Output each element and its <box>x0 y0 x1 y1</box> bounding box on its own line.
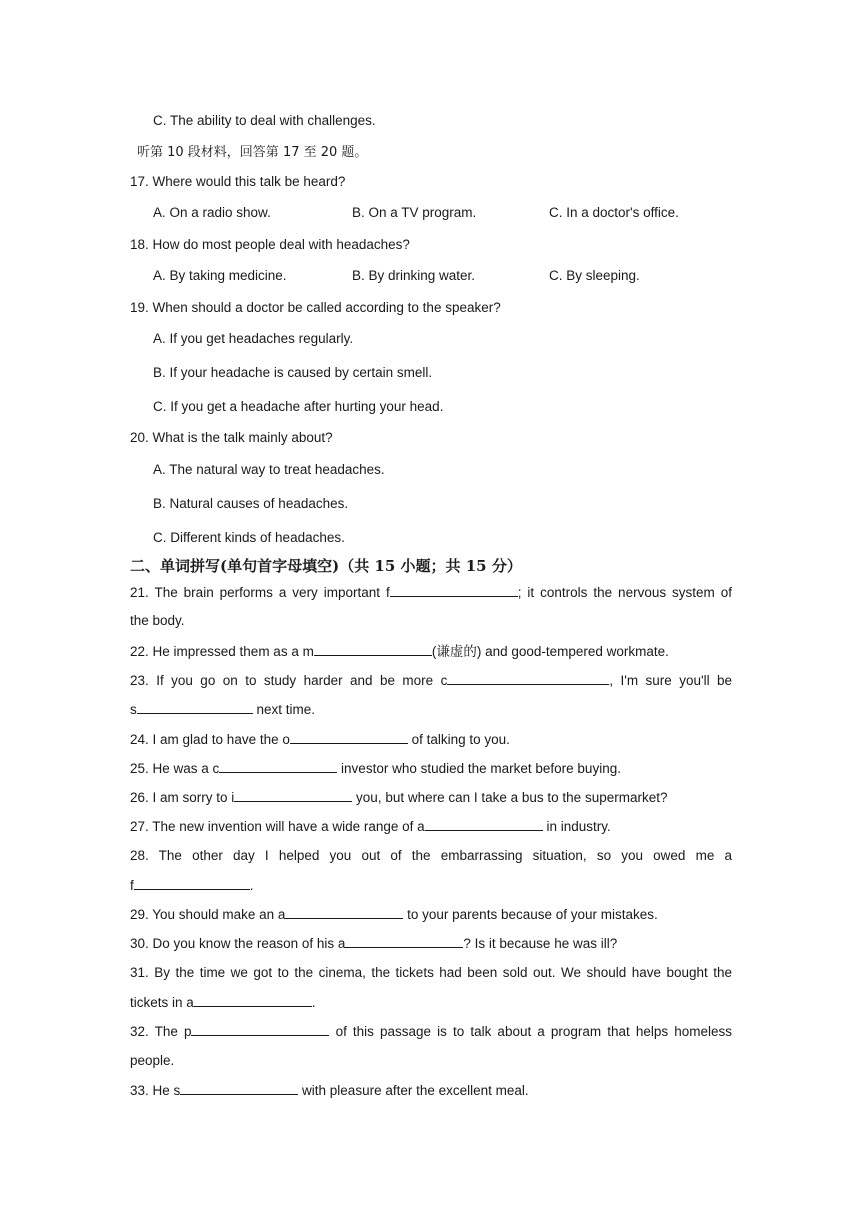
q19-option-a: A. If you get headaches regularly. <box>153 331 354 346</box>
answer-blank[interactable] <box>314 642 432 656</box>
answer-blank[interactable] <box>191 1022 329 1036</box>
question-20: 20. What is the talk mainly about? <box>130 430 333 445</box>
answer-blank[interactable] <box>194 993 312 1007</box>
question-17: 17. Where would this talk be heard? <box>130 174 346 189</box>
question-22: 22. He impressed them as a m (谦虚的) and good-tempered workmate. <box>130 644 669 659</box>
question-28: 28. The other day I helped you out of the embarrassing situation, so you owed me a <box>130 848 732 863</box>
answer-blank[interactable] <box>180 1081 298 1095</box>
section-2-title: 二、单词拼写(单句首字母填空)（共 15 小题；共 15 分） <box>130 557 522 575</box>
listening-instruction: 听第 10 段材料，回答第 17 至 20 题。 <box>137 145 368 160</box>
q16-option-c: C. The ability to deal with challenges. <box>153 113 376 128</box>
answer-blank[interactable] <box>134 876 250 890</box>
q20-option-b: B. Natural causes of headaches. <box>153 496 349 511</box>
question-31: 31. By the time we got to the cinema, the tickets had been sold out. We should have bought the <box>130 965 732 980</box>
question-32: 32. The p of this passage is to talk about a program that helps homeless <box>130 1024 733 1039</box>
question-33: 33. He s with pleasure after the excellent meal. <box>130 1083 529 1098</box>
question-21-cont: the body. <box>130 613 185 628</box>
question-31-cont: tickets in a . <box>130 995 316 1010</box>
question-30: 30. Do you know the reason of his a ? Is it because he was ill? <box>130 936 618 951</box>
question-27: 27. The new invention will have a wide range of a in industry. <box>130 819 611 834</box>
answer-blank[interactable] <box>234 788 352 802</box>
question-29: 29. You should make an a to your parents because of your mistakes. <box>130 907 658 922</box>
q20-option-c: C. Different kinds of headaches. <box>153 530 345 545</box>
question-25: 25. He was a c investor who studied the market before buying. <box>130 761 621 776</box>
question-19: 19. When should a doctor be called according to the speaker? <box>130 300 501 315</box>
q19-option-c: C. If you get a headache after hurting your head. <box>153 399 444 414</box>
answer-blank[interactable] <box>137 700 253 714</box>
answer-blank[interactable] <box>425 817 543 831</box>
question-23: 23. If you go on to study harder and be more c , I'm sure you'll be <box>130 673 733 688</box>
answer-blank[interactable] <box>290 730 408 744</box>
question-32-cont: people. <box>130 1053 175 1068</box>
question-23-cont: s next time. <box>130 702 316 717</box>
question-24: 24. I am glad to have the o of talking to you. <box>130 732 510 747</box>
q17-option-c: C. In a doctor's office. <box>549 205 679 220</box>
q18-option-c: C. By sleeping. <box>549 268 640 283</box>
question-21: 21. The brain performs a very important f ; it controls the nervous system of <box>130 585 732 600</box>
answer-blank[interactable] <box>219 759 337 773</box>
question-26: 26. I am sorry to i you, but where can I take a bus to the supermarket? <box>130 790 668 805</box>
q20-option-a: A. The natural way to treat headaches. <box>153 462 385 477</box>
q18-option-a: A. By taking medicine. <box>153 268 287 283</box>
q17-option-a: A. On a radio show. <box>153 205 271 220</box>
q18-option-b: B. By drinking water. <box>352 268 476 283</box>
answer-blank[interactable] <box>285 905 403 919</box>
answer-blank[interactable] <box>390 583 518 597</box>
q19-option-b: B. If your headache is caused by certain smell. <box>153 365 433 380</box>
answer-blank[interactable] <box>447 671 609 685</box>
answer-blank[interactable] <box>345 934 463 948</box>
question-18: 18. How do most people deal with headaches? <box>130 237 410 252</box>
q17-option-b: B. On a TV program. <box>352 205 477 220</box>
question-28-cont: f . <box>130 878 254 893</box>
